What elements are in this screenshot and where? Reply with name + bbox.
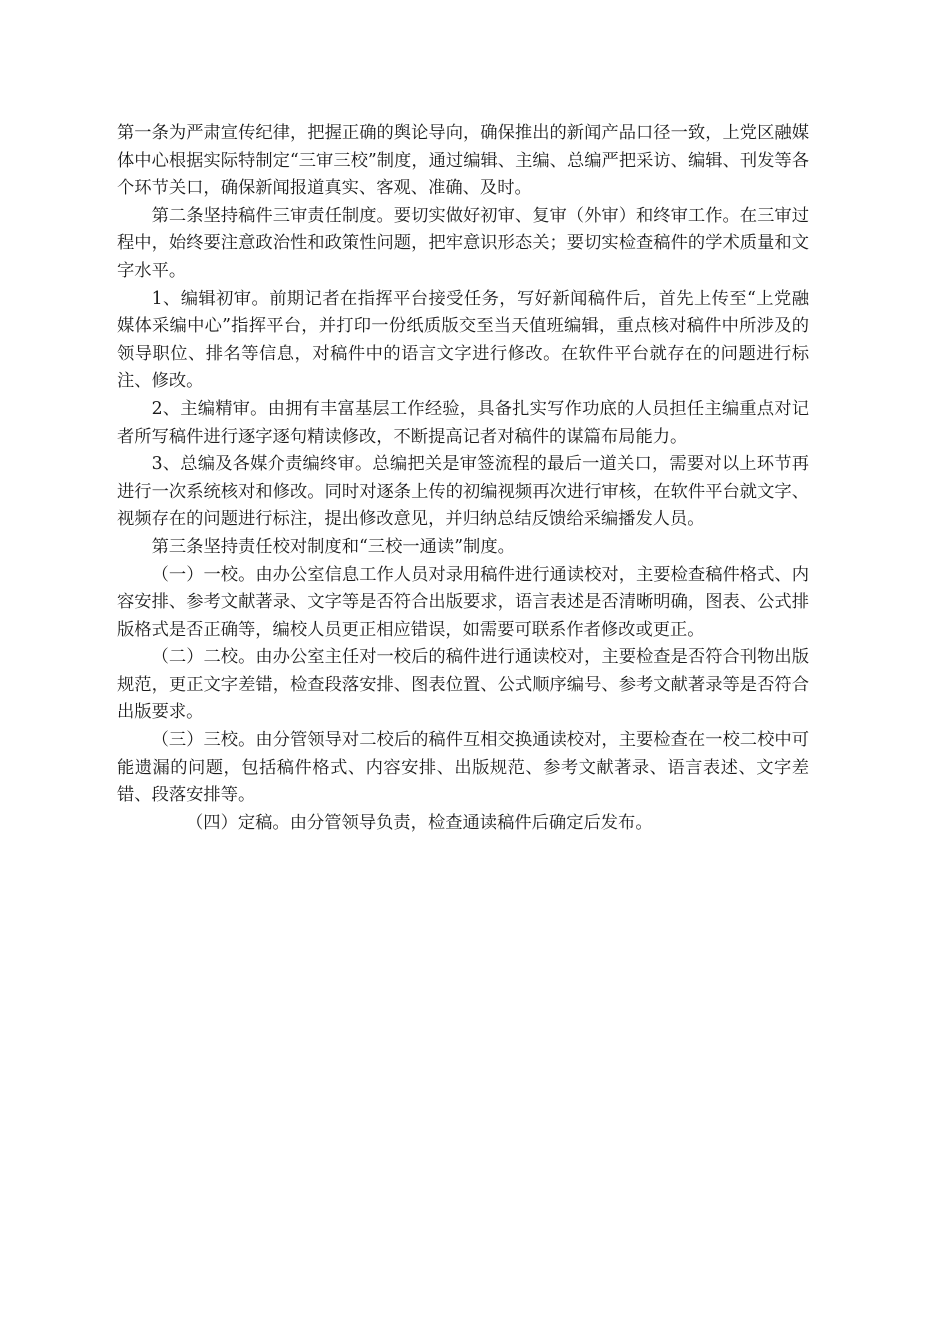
paragraph-third-proofread: （三）三校。由分管领导对二校后的稿件互相交换通读校对，主要检查在一校二校中可能遗漏的问题，包括稿件格式、内容安排、出版规范、参考文献著录、语言表述、文字差错、段落安排等。 — [117, 730, 809, 806]
paragraph-editor-review: 1、编辑初审。前期记者在指挥平台接受任务，写好新闻稿件后，首先上传至“上党融媒体采编中心”指挥平台，并打印一份纸质版交至当天值班编辑，重点核对稿件中所涉及的领导职位、排名等信息，对稿件中的语言文字进行修改。在软件平台就存在的问题进行标注、修改。 — [117, 288, 809, 392]
paragraph-chief-editor-review: 2、主编精审。由拥有丰富基层工作经验，具备扎实写作功底的人员担任主编重点对记者所写稿件进行逐字逐句精读修改，不断提高记者对稿件的谋篇布局能力。 — [117, 398, 809, 447]
paragraph-finalize: （四）定稿。由分管领导负责，检查通读稿件后确定后发布。 — [186, 812, 653, 833]
paragraph-article-3: 第三条坚持责任校对制度和“三校一通读”制度。 — [151, 536, 515, 557]
paragraph-final-review: 3、总编及各媒介责编终审。总编把关是审签流程的最后一道关口，需要对以上环节再进行一次系统核对和修改。同时对逐条上传的初编视频再次进行审核，在软件平台就文字、视频存在的问题进行标注，提出修改意见，并归纳总结反馈给采编播发人员。 — [117, 454, 809, 530]
paragraph-second-proofread: （二）二校。由办公室主任对一校后的稿件进行通读校对，主要检查是否符合刊物出版规范，更正文字差错，检查段落安排、图表位置、公式顺序编号、参考文献著录等是否符合出版要求。 — [117, 647, 809, 723]
paragraph-first-proofread: （一）一校。由办公室信息工作人员对录用稿件进行通读校对，主要检查稿件格式、内容安排、参考文献著录、文字等是否符合出版要求，语言表述是否清晰明确，图表、公式排版格式是否正确等，编校人员更正相应错误，如需要可联系作者修改或更正。 — [117, 564, 809, 640]
document-body — [117, 120, 809, 837]
paragraph-article-1: 第一条为严肃宣传纪律，把握正确的舆论导向，确保推出的新闻产品口径一致，上党区融媒体中心根据实际特制定“三审三校”制度，通过编辑、主编、总编严把采访、编辑、刊发等各个环节关口，确保新闻报道真实、客观、准确、及时。 — [117, 123, 809, 199]
paragraph-article-2: 第二条坚持稿件三审责任制度。要切实做好初审、复审（外审）和终审工作。在三审过程中，始终要注意政治性和政策性问题，把牢意识形态关；要切实检查稿件的学术质量和文字水平。 — [117, 205, 809, 281]
